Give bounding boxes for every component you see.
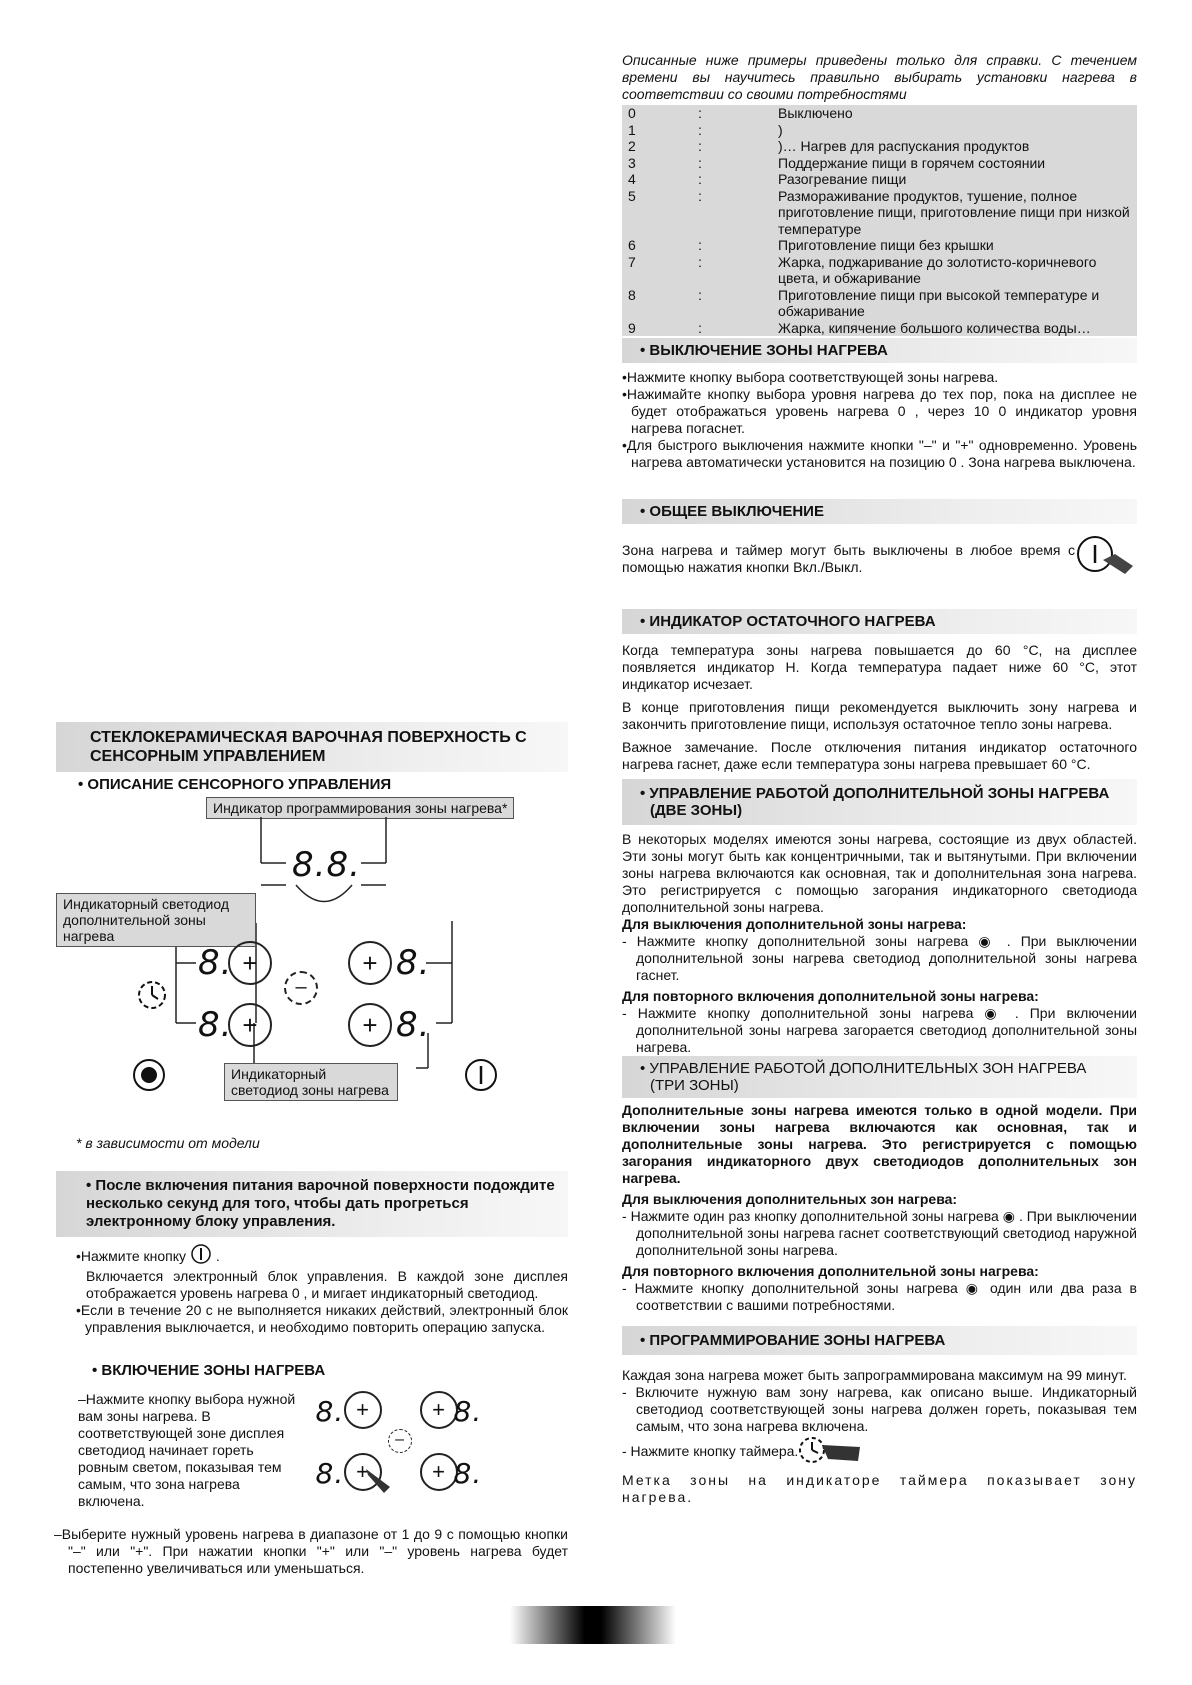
- off-zone-bullet-3: •Для быстрого выключения нажмите кнопки "–" и "+" одновременно. Уровень нагрева автоматически установится на позицию 0 . Зона нагрева выключена.: [622, 437, 1137, 470]
- callout-programming-indicator: Индикатор программирования зоны нагрева*: [206, 797, 514, 819]
- zone-display-rear-left: 8.: [198, 1005, 233, 1045]
- control-panel-diagram: [56, 793, 568, 1165]
- on-zone-diagram: [316, 1391, 568, 1501]
- timer-hand-icon: [798, 1435, 864, 1468]
- heat-level-description: )… Нагрев для распускания продуктов: [778, 138, 1030, 154]
- heat-level-number: 2: [628, 138, 636, 154]
- mini-plus-2[interactable]: +: [420, 1391, 458, 1429]
- zone-display-front-left: 8.: [198, 943, 233, 983]
- heat-level-description: Поддержание пищи в горячем состоянии: [778, 154, 1046, 171]
- heat-level-colon: :: [698, 138, 702, 154]
- heat-level-row: [622, 188, 1137, 238]
- triple-on-heading: Для повторного включения дополнительной зоны нагрева:: [622, 1263, 1039, 1279]
- on-zone-title: • ВКЛЮЧЕНИЕ ЗОНЫ НАГРЕВА: [92, 1362, 326, 1379]
- heat-level-number: 8: [628, 286, 636, 303]
- residual-p1: Когда температура зоны нагрева повышается до 60 °С, на дисплее появляется индикатор H. Когда температура падает ниже 60 °С, этот индикатор исчезает.: [622, 642, 1137, 692]
- mini-display-4: 8.: [453, 1457, 483, 1490]
- dual-off-text: - Нажмите кнопку дополнительной зоны нагрева ◉ . При выключении дополнительной зоны нагрева светодиод дополнительной зоны нагрева гаснет.: [622, 933, 1137, 983]
- mini-plus-3[interactable]: +: [344, 1453, 382, 1491]
- heat-level-colon: :: [698, 286, 702, 303]
- heat-level-description: ): [778, 121, 783, 138]
- section-header-program: • ПРОГРАММИРОВАНИЕ ЗОНЫ НАГРЕВА: [622, 1326, 1137, 1355]
- b1-text-b: Включается электронный блок управления. В каждой зоне дисплея отображается уровень нагрева 0 , и мигает индикаторный светодиод.: [86, 1268, 568, 1301]
- dual-title-line2: (ДВЕ ЗОНЫ): [650, 802, 743, 819]
- heat-level-description: Жарка, кипячение большого количества воды…: [778, 319, 1091, 336]
- heat-level-description: Жарка, поджаривание до золотисто-коричневого цвета, и обжаривание: [778, 253, 1097, 286]
- heat-level-number: 3: [628, 154, 636, 171]
- heat-level-colon: :: [698, 171, 702, 187]
- footnote: * в зависимости от модели: [76, 1135, 260, 1151]
- b1-row: •Нажмите кнопку .: [76, 1243, 568, 1268]
- heat-level-row: [622, 237, 1137, 254]
- power-icon-inline: [190, 1243, 212, 1268]
- sub-title: • ОПИСАНИЕ СЕНСОРНОГО УПРАВЛЕНИЯ: [78, 776, 392, 793]
- additional-zone-button-icon[interactable]: [132, 1058, 166, 1095]
- callout-zone-led: Индикаторный светодиод зоны нагрева: [224, 1063, 398, 1101]
- mini-display-3: 8.: [315, 1457, 345, 1490]
- power-on-note: • После включения питания варочной поверхности подождите несколько секунд для того, чтобы дать прогреться электронному блоку управления.: [56, 1171, 568, 1237]
- intro-text: Описанные ниже примеры приведены только для справки. С течением времени вы научитесь правильно выбирать установки нагрева в соответствии со своими потребностями: [622, 52, 1137, 102]
- plus-button-front-right[interactable]: +: [348, 941, 392, 985]
- mini-display-2: 8.: [453, 1395, 483, 1428]
- heat-level-colon: :: [698, 121, 702, 138]
- heat-level-number: 9: [628, 319, 636, 336]
- program-d2: - Нажмите кнопку таймера.: [622, 1443, 799, 1459]
- section-header-triple: [622, 1056, 1137, 1098]
- triple-off-heading: Для выключения дополнительных зон нагрева:: [622, 1191, 958, 1207]
- dual-off-heading: Для выключения дополнительной зоны нагрева:: [622, 916, 967, 932]
- section-header-general-off: • ОБЩЕЕ ВЫКЛЮЧЕНИЕ: [622, 499, 1137, 524]
- triple-p1: Дополнительные зоны нагрева имеются только в одной модели. При включении зоны нагрева включаются как основная, так и дополнительные зоны нагрева. Это регистрируется с помощью загорания индикаторного двух светодиодов дополнительных зон нагрева.: [622, 1102, 1137, 1186]
- heat-level-number: 5: [628, 187, 636, 204]
- on-zone-text: –Нажмите кнопку выбора нужной вам зоны нагрева. В соответствующей зоне дисплея светодиод начинает гореть ровным светом, показывая тем самым, что зона нагрева включена.: [78, 1391, 296, 1509]
- minus-button[interactable]: –: [284, 971, 318, 1005]
- program-p1: Каждая зона нагрева может быть запрограммирована максимум на 99 минут.: [622, 1367, 1127, 1383]
- b2-text: •Если в течение 20 с не выполняется никаких действий, электронный блок управления выключается, и необходимо повторить операцию запуска.: [76, 1302, 568, 1335]
- heat-level-row: [622, 320, 1137, 337]
- program-display: 8.8.: [292, 845, 361, 885]
- heat-level-row: [622, 105, 1137, 122]
- on-zone-block: [56, 1391, 568, 1510]
- hand-icon: [364, 1467, 394, 1498]
- heat-level-colon: :: [698, 237, 702, 253]
- b1-text-a: •Нажмите кнопку: [76, 1247, 187, 1264]
- heat-level-number: 4: [628, 171, 636, 187]
- heat-level-number: 6: [628, 237, 636, 253]
- plus-button-rear-right[interactable]: +: [348, 1003, 392, 1047]
- mini-plus-4[interactable]: +: [420, 1453, 458, 1491]
- triple-title-line1: • УПРАВЛЕНИЕ РАБОТОЙ ДОПОЛНИТЕЛЬНЫХ ЗОН НАГРЕВА: [640, 1060, 1087, 1077]
- program-p2: Метка зоны на индикаторе таймера показывает зону нагрева.: [622, 1472, 1137, 1505]
- plus-button-front-left[interactable]: +: [228, 941, 272, 985]
- heat-level-number: 1: [628, 121, 636, 138]
- heat-level-number: 7: [628, 253, 636, 270]
- residual-p2: В конце приготовления пищи рекомендуется выключить зону нагрева и закончить приготовление пищи, используя остаточное тепло зоны нагрева.: [622, 699, 1137, 732]
- heat-level-colon: :: [698, 154, 702, 171]
- program-d2-row: [622, 1435, 1137, 1468]
- heat-level-number: 0: [628, 105, 636, 121]
- page-number-bar: [510, 1606, 676, 1644]
- general-off-block: [622, 534, 1137, 583]
- power-on-instructions: [56, 1243, 568, 1336]
- heat-level-description: Разогревание пищи: [778, 171, 907, 187]
- residual-p3: Важное замечание. После отключения питания индикатор остаточного нагрева гаснет, даже если температура зоны нагрева превышает 60 °С.: [622, 739, 1137, 772]
- left-column: [56, 722, 568, 1577]
- zone-display-rear-right: 8.: [396, 1005, 431, 1045]
- heat-level-colon: :: [698, 105, 702, 121]
- mini-plus-1[interactable]: +: [344, 1391, 382, 1429]
- dual-on-text: - Нажмите кнопку дополнительной зоны нагрева ◉ . При включении дополнительной зоны нагрева загорается светодиод дополнительной зоны нагрева.: [622, 1005, 1137, 1055]
- heat-level-row: [622, 122, 1137, 139]
- heat-level-row: [622, 138, 1137, 155]
- heat-level-colon: :: [698, 319, 702, 336]
- heat-level-row: [622, 171, 1137, 188]
- section-header-off-zone: • ВЫКЛЮЧЕНИЕ ЗОНЫ НАГРЕВА: [622, 338, 1137, 363]
- right-column: [622, 52, 1137, 1506]
- heat-level-description: Выключено: [778, 105, 853, 121]
- main-title: СТЕКЛОКЕРАМИЧЕСКАЯ ВАРОЧНАЯ ПОВЕРХНОСТЬ С СЕНСОРНЫМ УПРАВЛЕНИЕМ: [56, 722, 568, 772]
- dual-p1: В некоторых моделях имеются зоны нагрева, состоящие из двух областей. Эти зоны могут быть как концентричными, так и вытянутыми. При включении зоны нагрева включаются как основная, так и дополнительная зона нагрева. Это регистрируется с помощью загорания индикаторного светодиода дополнительной зоны нагрева.: [622, 831, 1137, 915]
- heat-level-row: [622, 155, 1137, 172]
- heat-levels-table: [622, 105, 1137, 336]
- heat-level-colon: :: [698, 187, 702, 204]
- zone-display-front-right: 8.: [396, 943, 431, 983]
- level-select-text: –Выберите нужный уровень нагрева в диапазоне от 1 до 9 с помощью кнопки "–" или "+". При нажатии кнопки "+" или "–" уровень нагрева будет постепенно увеличиваться или уменьшаться.: [54, 1526, 568, 1576]
- general-off-text: Зона нагрева и таймер могут быть выключены в любое время с помощью нажатия кнопки Вкл./Выкл.: [622, 541, 1075, 575]
- program-d1: - Включите нужную вам зону нагрева, как описано выше. Индикаторный светодиод соответствующей зоны нагрева должен гореть, показывая тем самым, что зона нагрева включена.: [622, 1384, 1137, 1434]
- mini-display-1: 8.: [315, 1395, 345, 1428]
- dual-title-line1: • УПРАВЛЕНИЕ РАБОТОЙ ДОПОЛНИТЕЛЬНОЙ ЗОНЫ НАГРЕВА: [640, 785, 1110, 802]
- plus-button-rear-left[interactable]: +: [228, 1003, 272, 1047]
- dual-on-heading: Для повторного включения дополнительной зоны нагрева:: [622, 988, 1039, 1004]
- triple-title-line2: (ТРИ ЗОНЫ): [650, 1077, 739, 1094]
- mini-minus[interactable]: –: [388, 1429, 412, 1453]
- heat-level-description: Размораживание продуктов, тушение, полное приготовление пищи, приготовление пищи при низкой температуре: [778, 187, 1130, 237]
- triple-off-text: - Нажмите один раз кнопку дополнительной зоны нагрева ◉ . При выключении дополнительной зоны нагрева гаснет соответствующий светодиод наружной дополнительной зоны нагрева.: [622, 1208, 1137, 1258]
- callout-additional-led: Индикаторный светодиод дополнительной зоны нагрева: [56, 893, 256, 947]
- heat-level-colon: :: [698, 253, 702, 270]
- heat-level-description: Приготовление пищи при высокой температуре и обжаривание: [778, 286, 1100, 319]
- timer-icon[interactable]: [136, 979, 168, 1014]
- heat-level-row: [622, 254, 1137, 287]
- section-header-residual: • ИНДИКАТОР ОСТАТОЧНОГО НАГРЕВА: [622, 609, 1137, 634]
- heat-level-row: [622, 287, 1137, 320]
- power-button-icon[interactable]: [464, 1058, 498, 1095]
- off-zone-bullet-1: •Нажмите кнопку выбора соответствующей зоны нагрева.: [622, 369, 999, 385]
- off-zone-bullet-2: •Нажимайте кнопку выбора уровня нагрева до тех пор, пока на дисплее не будет отображаться уровень нагрева 0 , через 10 0 индикатор уровня нагрева погаснет.: [622, 386, 1137, 436]
- heat-level-description: Приготовление пищи без крышки: [778, 237, 994, 253]
- power-hand-icon: [1075, 534, 1137, 583]
- section-header-dual: [622, 779, 1137, 825]
- triple-on-text: - Нажмите кнопку дополнительной зоны нагрева ◉ один или два раза в соответствии с вашими потребностями.: [622, 1280, 1137, 1313]
